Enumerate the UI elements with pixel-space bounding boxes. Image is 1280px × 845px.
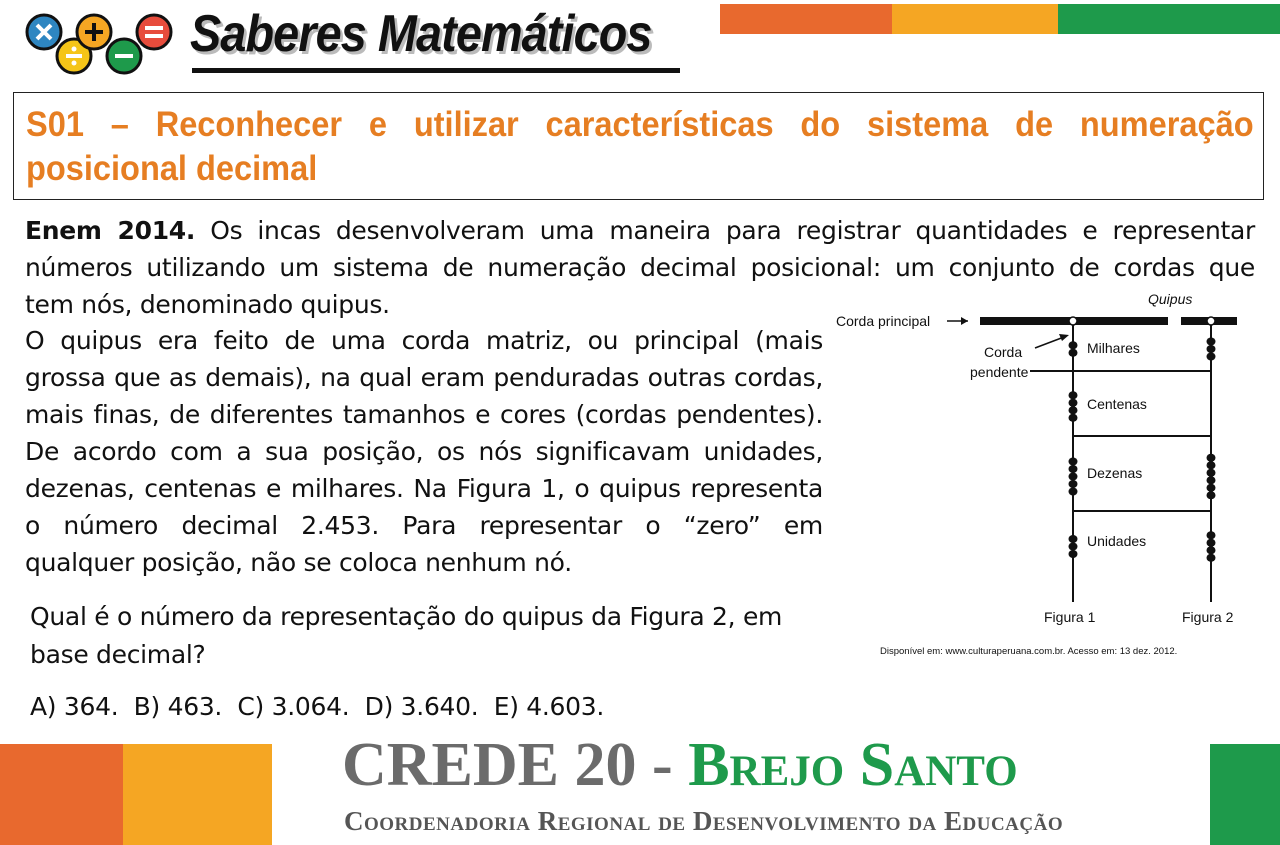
knot-fig1-centenas: [1069, 414, 1078, 422]
answer-options: A) 364. B) 463. C) 3.064. D) 3.640. E) 4.603.: [30, 692, 605, 721]
knot-fig2-dezenas: [1207, 491, 1216, 499]
intro-line-3: tem nós, denominado quipus.: [25, 290, 390, 319]
milhares-label: Milhares: [1087, 340, 1140, 356]
description-paragraph: [25, 322, 823, 581]
corda-pendente-label-1: Corda: [984, 344, 1023, 360]
knot-fig1-dezenas: [1069, 465, 1078, 473]
knot-fig1-milhares: [1069, 341, 1078, 349]
knot-fig1-unidades: [1069, 550, 1078, 558]
top-color-bar: [720, 4, 1280, 34]
figure-source: Disponível em: www.culturaperuana.com.br. Acesso em: 13 dez. 2012.: [880, 646, 1178, 657]
knot-fig2-milhares: [1207, 345, 1216, 353]
arrow-head: [961, 317, 968, 325]
crede-number: CREDE 20 -: [342, 731, 689, 799]
question-line-1: Qual é o número da representação do quipus da Figura 2, em: [30, 602, 783, 631]
knot-fig1-unidades: [1069, 543, 1078, 551]
knot-fig2-dezenas: [1207, 461, 1216, 469]
description-line: mais finas, de diferentes tamanhos e cores (cordas pendentes).: [25, 400, 823, 429]
description-line: o número decimal 2.453. Para representar o “zero” em: [25, 511, 823, 540]
title-box: [13, 92, 1264, 200]
knot-fig1-milhares: [1069, 349, 1078, 357]
pendente-arrow-line: [1035, 337, 1064, 348]
description-line: O quipus era feito de uma corda matriz, ou principal (mais: [25, 326, 823, 355]
knot-fig1-dezenas: [1069, 480, 1078, 488]
cord-knot-top-2: [1207, 317, 1215, 325]
dezenas-label: Dezenas: [1087, 465, 1143, 481]
brand-underline: [192, 68, 680, 73]
intro-line-2: números utilizando um sistema de numeração decimal posicional: um conjunto de cordas que: [25, 253, 1255, 282]
knot-fig2-dezenas: [1207, 454, 1216, 462]
centenas-label: Centenas: [1087, 396, 1147, 412]
knot-fig2-milhares: [1207, 338, 1216, 346]
orange-stripe: [720, 4, 892, 34]
minus-icon: [107, 39, 141, 73]
intro-text-1: Os incas desenvolveram uma maneira para registrar quantidades e representar: [210, 216, 1255, 245]
footer-yellow-block: [123, 744, 272, 845]
knot-fig1-centenas: [1069, 399, 1078, 407]
yellow-stripe: [892, 4, 1058, 34]
knot-fig2-dezenas: [1207, 476, 1216, 484]
exam-label: Enem 2014.: [25, 216, 196, 245]
equals-icon: [137, 15, 171, 49]
corda-pendente-label-2: pendente: [970, 364, 1029, 380]
description-line: grossa que as demais), na qual eram penduradas outras cordas,: [25, 363, 823, 392]
pendente-arrow-head: [1059, 334, 1069, 341]
brejo-santo: Brejo Santo: [688, 731, 1018, 799]
knot-fig2-dezenas: [1207, 469, 1216, 477]
footer-color-bar: [0, 744, 272, 845]
knot-fig2-unidades: [1207, 554, 1216, 562]
cord-knot-top-1: [1069, 317, 1077, 325]
description-line: De acordo com a sua posição, os nós significavam unidades,: [25, 437, 823, 466]
question: [30, 598, 820, 674]
intro-line-1: [25, 212, 1255, 249]
description-line: dezenas, centenas e milhares. Na Figura 1, o quipus representa: [25, 474, 823, 503]
figura-2-label: Figura 2: [1182, 609, 1234, 625]
math-operators-logo: [22, 8, 192, 80]
quipus-figure: [832, 284, 1252, 664]
knot-fig1-unidades: [1069, 535, 1078, 543]
green-stripe: [1058, 4, 1280, 34]
crede-title: [342, 730, 1018, 801]
brand-title: Saberes Matemáticos: [190, 5, 652, 63]
page-title: S01 – Reconhecer e utilizar características do sistema de numeração posicional decimal: [26, 105, 1254, 188]
knot-fig1-dezenas: [1069, 458, 1078, 466]
knot-fig1-centenas: [1069, 391, 1078, 399]
plus-icon: [77, 15, 111, 49]
unidades-label: Unidades: [1087, 533, 1147, 549]
description-line: qualquer posição, não se coloca nenhum nó.: [25, 548, 572, 577]
knot-fig2-milhares: [1207, 353, 1216, 361]
knot-fig1-dezenas: [1069, 488, 1078, 496]
figura-1-label: Figura 1: [1044, 609, 1096, 625]
corda-principal-label: Corda principal: [836, 313, 931, 329]
figure-title: Quipus: [1148, 291, 1193, 307]
coordenadoria-subtitle: Coordenadoria Regional de Desenvolvimento da Educação: [344, 806, 1064, 836]
footer-orange-block: [0, 744, 123, 845]
knot-fig2-dezenas: [1207, 484, 1216, 492]
multiply-icon: [27, 15, 61, 49]
knot-fig1-centenas: [1069, 406, 1078, 414]
footer-green-block: [1210, 744, 1280, 845]
knot-fig2-unidades: [1207, 539, 1216, 547]
knot-fig2-unidades: [1207, 531, 1216, 539]
knot-fig2-unidades: [1207, 546, 1216, 554]
question-line-2: base decimal?: [30, 640, 206, 669]
knot-fig1-dezenas: [1069, 473, 1078, 481]
